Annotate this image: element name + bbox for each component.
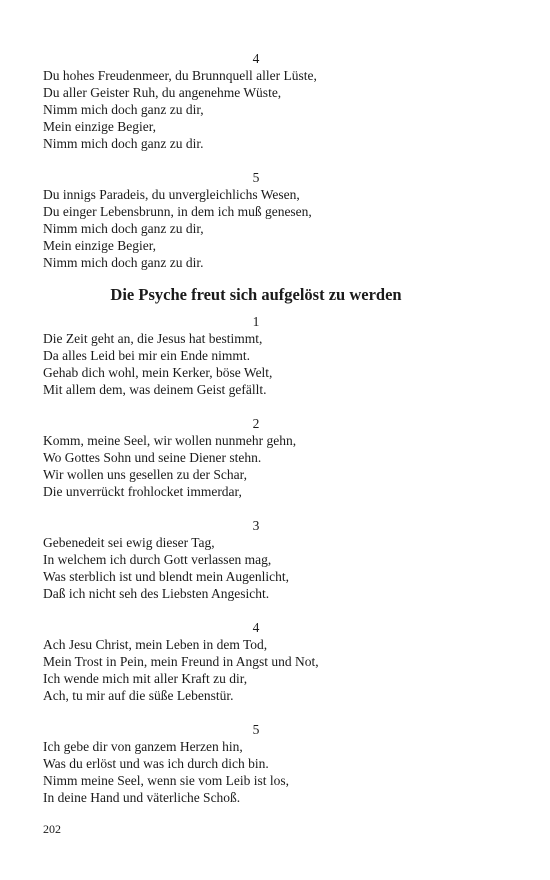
- verse-line: In deine Hand und väterliche Schoß.: [43, 790, 241, 805]
- verse-line: Du hohes Freudenmeer, du Brunnquell aller Lüste,: [43, 68, 317, 83]
- verse-line: Ich gebe dir von ganzem Herzen hin,: [43, 739, 243, 754]
- first-poem: [43, 50, 469, 271]
- verse-line: Nimm mich doch ganz zu dir.: [43, 255, 204, 270]
- verse-line: Du innigs Paradeis, du unvergleichlichs Wesen,: [43, 187, 300, 202]
- verse-line: Nimm mich doch ganz zu dir,: [43, 102, 204, 117]
- stanza: [43, 415, 469, 500]
- stanza-number: 5: [252, 170, 260, 185]
- verse-line: Wir wollen uns gesellen zu der Schar,: [43, 467, 247, 482]
- verse-line: Nimm meine Seel, wenn sie vom Leib ist los,: [43, 773, 289, 788]
- verse-line: Ach Jesu Christ, mein Leben in dem Tod,: [43, 637, 268, 652]
- verse-line: Da alles Leid bei mir ein Ende nimmt.: [43, 348, 250, 363]
- stanza: [43, 313, 469, 398]
- verse-line: Die unverrückt frohlocket immerdar,: [43, 484, 242, 499]
- verse-line: Wo Gottes Sohn und seine Diener stehn.: [43, 450, 262, 465]
- second-poem: [43, 285, 469, 806]
- verse-line: Gebenedeit sei ewig dieser Tag,: [43, 535, 215, 550]
- verse-line: Mit allem dem, was deinem Geist gefällt.: [43, 382, 267, 397]
- stanza-number: 4: [252, 620, 260, 635]
- verse-line: Was sterblich ist und blendt mein Augenlicht,: [43, 569, 289, 584]
- verse-line: Mein Trost in Pein, mein Freund in Angst und Not,: [43, 654, 319, 669]
- poem-title: Die Psyche freut sich aufgelöst zu werden: [110, 285, 402, 304]
- stanza-number: 1: [252, 314, 260, 329]
- stanza-number: 4: [252, 51, 260, 66]
- stanza: [43, 517, 469, 602]
- verse-line: In welchem ich durch Gott verlassen mag,: [43, 552, 272, 567]
- verse-line: Mein einzige Begier,: [43, 119, 157, 134]
- verse-line: Die Zeit geht an, die Jesus hat bestimmt,: [43, 331, 263, 346]
- stanza-number: 3: [252, 518, 260, 533]
- page-number: 202: [43, 822, 61, 836]
- verse-line: Komm, meine Seel, wir wollen nunmehr gehn,: [43, 433, 297, 448]
- verse-line: Du aller Geister Ruh, du angenehme Wüste,: [43, 85, 282, 100]
- stanza: [43, 169, 469, 271]
- stanza: [43, 50, 469, 152]
- verse-line: Was du erlöst und was ich durch dich bin.: [43, 756, 269, 771]
- verse-line: Du einger Lebensbrunn, in dem ich muß genesen,: [43, 204, 312, 219]
- verse-line: Nimm mich doch ganz zu dir.: [43, 136, 204, 151]
- stanza-number: 5: [252, 722, 260, 737]
- verse-line: Mein einzige Begier,: [43, 238, 157, 253]
- verse-line: Daß ich nicht seh des Liebsten Angesicht.: [43, 586, 270, 601]
- page-body: [43, 50, 469, 806]
- verse-line: Ach, tu mir auf die süße Lebenstür.: [43, 688, 234, 703]
- verse-line: Gehab dich wohl, mein Kerker, böse Welt,: [43, 365, 273, 380]
- verse-line: Nimm mich doch ganz zu dir,: [43, 221, 204, 236]
- stanza: [43, 721, 469, 806]
- stanza-number: 2: [252, 416, 260, 431]
- verse-line: Ich wende mich mit aller Kraft zu dir,: [43, 671, 248, 686]
- stanza: [43, 619, 469, 704]
